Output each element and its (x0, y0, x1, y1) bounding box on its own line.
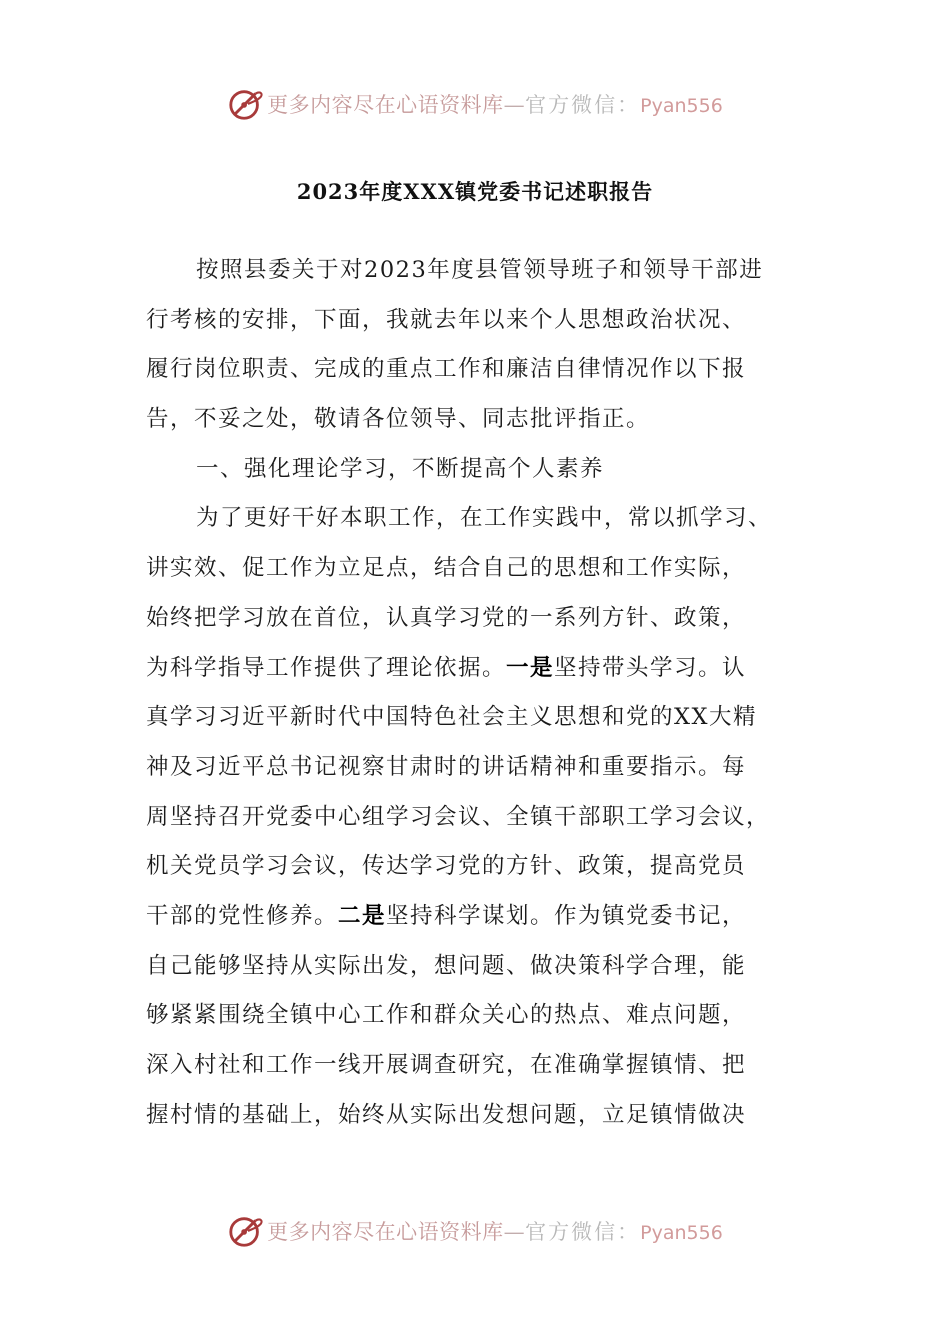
watermark-text (267, 89, 723, 119)
paragraph-line: 握村情的基础上，始终从实际出发想问题，立足镇情做决 (146, 1101, 747, 1128)
paragraph-line: 为了更好干好本职工作，在工作实践中，常以抓学习、 (196, 505, 773, 532)
quill-logo-icon (227, 85, 265, 123)
section-heading: 一、强化理论学习，不断提高个人素养 (196, 455, 605, 482)
watermark-official-label: 官方微信： (525, 1220, 641, 1244)
bold-marker: 二是 (338, 902, 387, 929)
watermark-footer (0, 1211, 950, 1251)
paragraph-line (146, 644, 806, 694)
paragraph-line: 始终把学习放在首位，认真学习党的一系列方针、政策， (146, 604, 747, 631)
paragraph-line: 机关党员学习会议，传达学习党的方针、政策，提高党员 (146, 853, 747, 880)
document-body (146, 246, 806, 1140)
watermark-lead: 更多内容尽在心语资料库 (267, 1220, 504, 1244)
watermark-separator: — (503, 1220, 526, 1244)
text-run: 坚持带头学习。认 (554, 654, 747, 681)
paragraph-line: 神及习近平总书记视察甘肃时的讲话精神和重要指示。每 (146, 753, 747, 780)
paragraph-line: 讲实效、促工作为立足点，结合自己的思想和工作实际， (146, 555, 747, 582)
paragraph-line: 周坚持召开党委中心组学习会议、全镇干部职工学习会议， (146, 803, 771, 830)
quill-logo-icon (227, 1212, 265, 1250)
paragraph-line: 按照县委关于对2023年度县管领导班子和领导干部进 (196, 257, 764, 283)
paragraph-line: 深入村社和工作一线开展调查研究，在准确掌握镇情、把 (146, 1052, 747, 1078)
watermark-official-label: 官方微信： (525, 93, 641, 117)
text-run: 坚持科学谋划。作为镇党委书记， (386, 902, 747, 929)
bold-marker: 一是 (506, 654, 555, 681)
paragraph-line: 履行岗位职责、完成的重点工作和廉洁自律情况作以下报 (146, 356, 747, 383)
watermark-separator: — (503, 93, 526, 117)
watermark-header (0, 84, 950, 124)
paragraph-line: 够紧紧围绕全镇中心工作和群众关心的热点、难点问题， (146, 1002, 747, 1029)
text-run: 干部的党性修养。 (146, 902, 339, 929)
watermark-wechat-id: Pyan556 (640, 1222, 723, 1244)
paragraph-line: 自己能够坚持从实际出发，想问题、做决策科学合理，能 (146, 952, 747, 979)
paragraph-line: 告，不妥之处，敬请各位领导、同志批评指正。 (146, 406, 651, 433)
watermark-wechat-id: Pyan556 (640, 95, 723, 117)
paragraph-line: 真学习习近平新时代中国特色社会主义思想和党的XX大精 (146, 704, 758, 731)
watermark-lead: 更多内容尽在心语资料库 (267, 93, 504, 117)
document-title: 2023年度XXX镇党委书记述职报告 (296, 179, 654, 204)
text-run: 为科学指导工作提供了理论依据。 (146, 654, 507, 681)
paragraph-line (146, 892, 806, 942)
watermark-text (267, 1216, 723, 1246)
paragraph-line: 行考核的安排，下面，我就去年以来个人思想政治状况、 (146, 306, 747, 333)
